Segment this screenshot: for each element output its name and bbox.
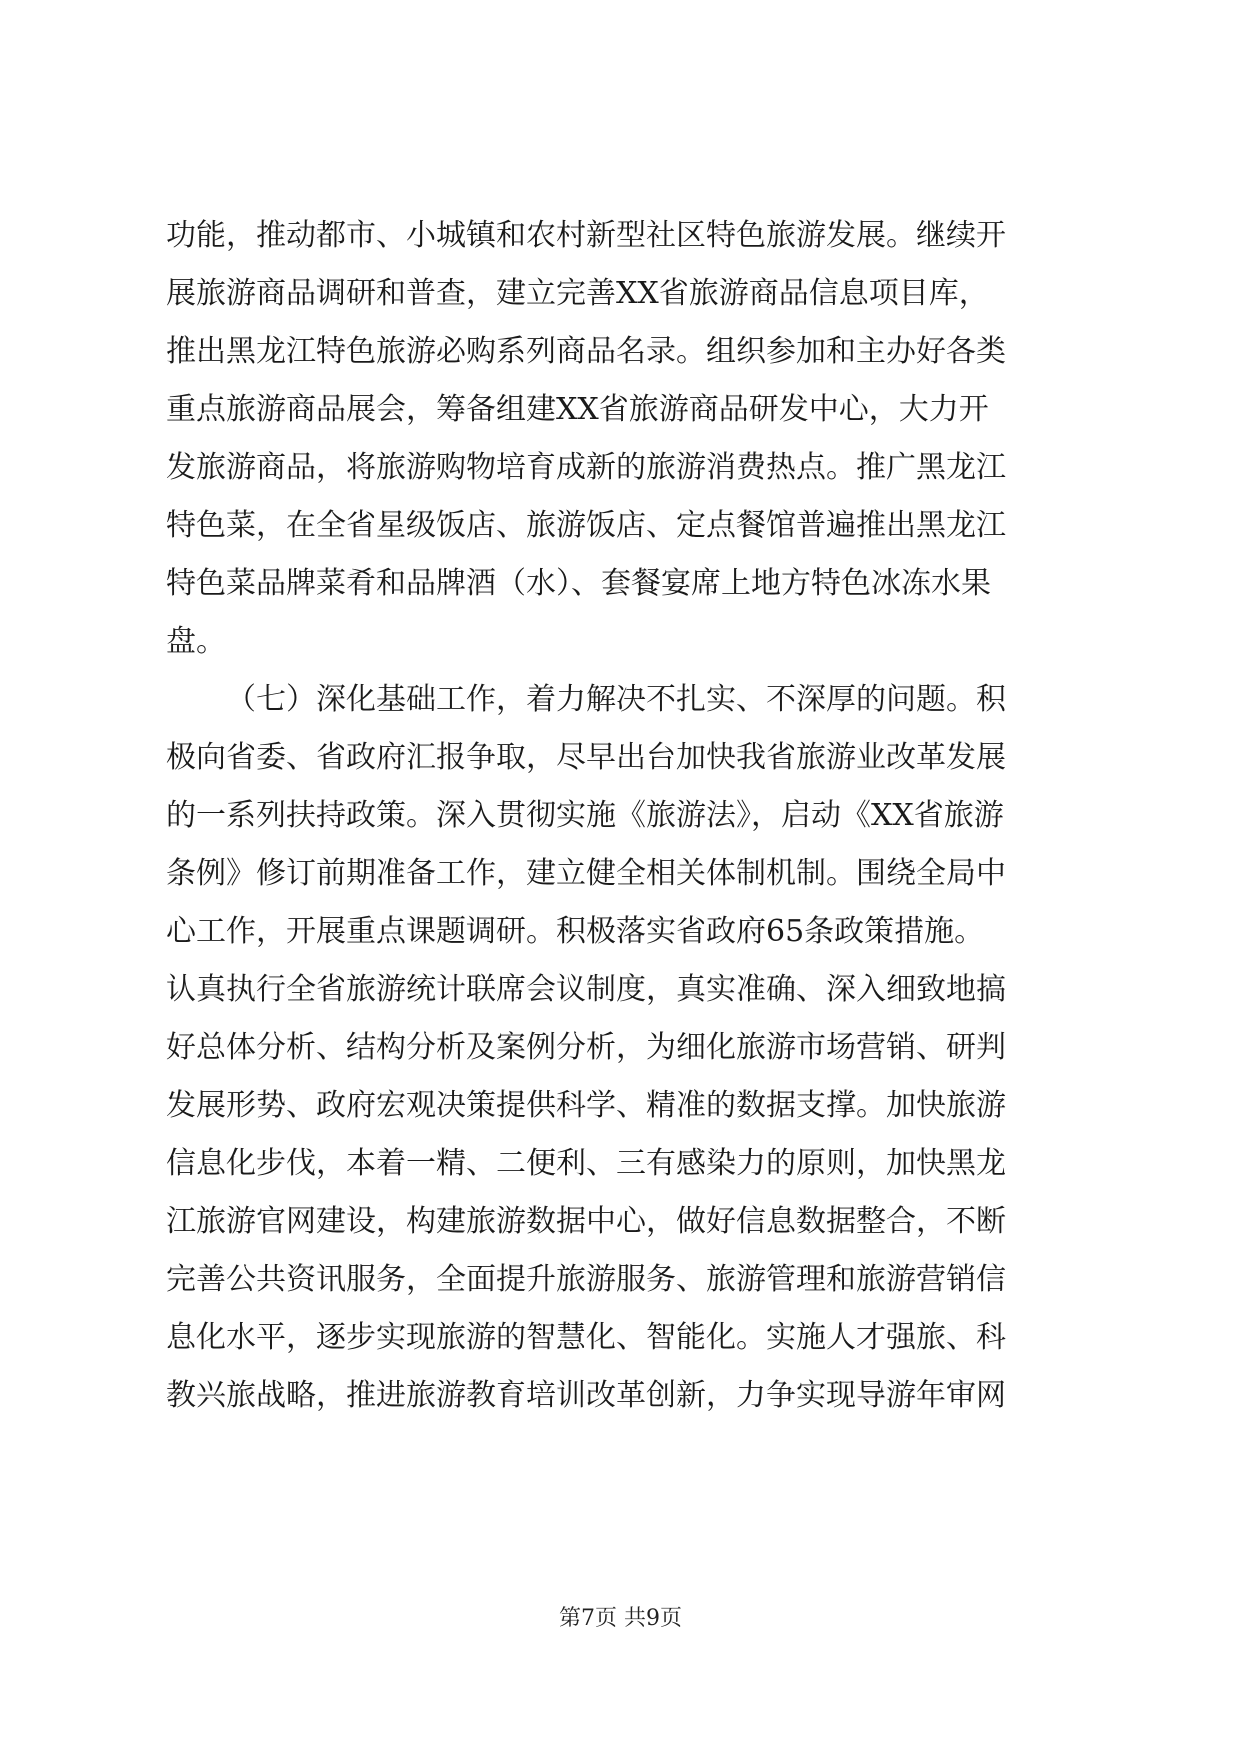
text-line: 认真执行全省旅游统计联席会议制度，真实准确、深入细致地搞 — [166, 972, 1006, 1007]
text-line: 特色菜品牌菜肴和品牌酒（水）、套餐宴席上地方特色冰冻水果 — [166, 566, 991, 601]
text-line: 发展形势、政府宏观决策提供科学、精准的数据支撑。加快旅游 — [166, 1088, 1006, 1123]
text-line: 江旅游官网建设，构建旅游数据中心，做好信息数据整合，不断 — [166, 1204, 1006, 1239]
text-line: 好总体分析、结构分析及案例分析，为细化旅游市场营销、研判 — [166, 1030, 1006, 1065]
section-heading-line: （七）深化基础工作，着力解决不扎实、不深厚的问题。积 — [226, 682, 1006, 717]
text-line: 教兴旅战略，推进旅游教育培训改革创新，力争实现导游年审网 — [166, 1378, 1006, 1413]
text-line: 展旅游商品调研和普查，建立完善XX省旅游商品信息项目库， — [166, 276, 989, 311]
text-line: 心工作，开展重点课题调研。积极落实省政府65条政策措施。 — [166, 914, 985, 949]
text-line: 条例》修订前期准备工作，建立健全相关体制机制。围绕全局中 — [166, 856, 1006, 891]
text-line: 发旅游商品，将旅游购物培育成新的旅游消费热点。推广黑龙江 — [166, 450, 1006, 485]
text-line: 极向省委、省政府汇报争取，尽早出台加快我省旅游业改革发展 — [166, 740, 1006, 775]
text-line: 功能，推动都市、小城镇和农村新型社区特色旅游发展。继续开 — [166, 218, 1006, 253]
text-line: 息化水平，逐步实现旅游的智慧化、智能化。实施人才强旅、科 — [166, 1320, 1006, 1355]
text-line: 盘。 — [166, 624, 226, 659]
text-line: 推出黑龙江特色旅游必购系列商品名录。组织参加和主办好各类 — [166, 334, 1006, 369]
text-line: 重点旅游商品展会，筹备组建XX省旅游商品研发中心，大力开 — [166, 392, 989, 427]
text-line: 完善公共资讯服务，全面提升旅游服务、旅游管理和旅游营销信 — [166, 1262, 1006, 1297]
page-number-footer: 第7页 共9页 — [559, 1606, 682, 1631]
text-line: 的一系列扶持政策。深入贯彻实施《旅游法》，启动《XX省旅游 — [166, 798, 1004, 833]
text-line: 信息化步伐，本着一精、二便利、三有感染力的原则，加快黑龙 — [166, 1146, 1006, 1181]
text-line: 特色菜，在全省星级饭店、旅游饭店、定点餐馆普遍推出黑龙江 — [166, 508, 1006, 543]
